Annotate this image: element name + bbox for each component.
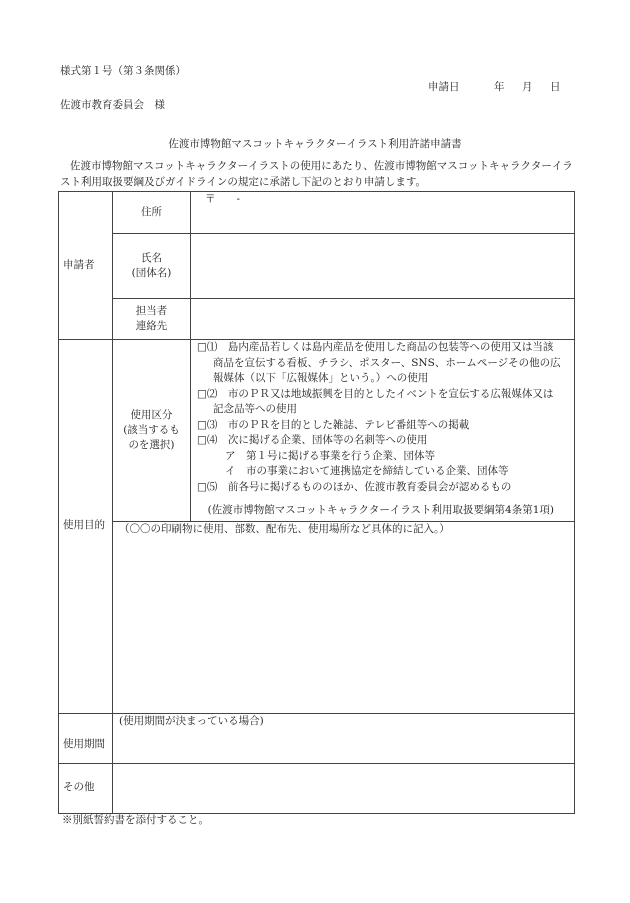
contact-label bbox=[113, 299, 191, 340]
purpose-detail-field[interactable] bbox=[113, 521, 575, 713]
option-4[interactable] bbox=[197, 433, 568, 480]
address-row bbox=[59, 192, 575, 234]
addressee: 佐渡市教育委員会 様 bbox=[60, 99, 165, 111]
name-label bbox=[113, 234, 191, 299]
application-form-table bbox=[58, 191, 575, 814]
usage-category-row bbox=[59, 340, 575, 522]
name-field[interactable] bbox=[191, 234, 575, 299]
category-label-line3: のを選択) bbox=[128, 438, 175, 451]
option-1[interactable] bbox=[197, 340, 568, 387]
name-label-line1: 氏名 bbox=[141, 252, 162, 264]
attachment-note: ※別紙誓約書を添付すること。 bbox=[62, 814, 209, 826]
option-4-sub-a: ア 第１号に掲げる事業を行う企業、団体等 bbox=[225, 449, 435, 462]
contact-row bbox=[59, 299, 575, 340]
period-field[interactable] bbox=[113, 713, 575, 763]
category-label-line1: 使用区分 bbox=[130, 408, 173, 421]
option-4-sub-b: イ 市の事業において連携協定を締結している企業、団体等 bbox=[225, 465, 509, 477]
usage-category-label bbox=[113, 340, 191, 522]
option-1-line1: □⑴ 島内産品若しくは島内産品を使用した商品の包装等への使用又は当該 bbox=[197, 341, 554, 353]
period-label: 使用期間 bbox=[59, 713, 113, 763]
intro-paragraph: 佐渡市博物館マスコットキャラクターイラストの使用にあたり、佐渡市博物館マスコットキャラクターイラスト利用取扱要綱及びガイドラインの規定に承諾し下記のとおり申請します。 bbox=[60, 160, 573, 188]
name-label-line2: (団体名) bbox=[131, 267, 172, 279]
application-date bbox=[428, 80, 561, 96]
purpose-label: 使用目的 bbox=[59, 340, 113, 714]
address-field[interactable] bbox=[191, 192, 575, 234]
other-row bbox=[59, 763, 575, 813]
usage-category-options bbox=[191, 340, 575, 522]
option-2-line2: 記念品等への使用 bbox=[213, 403, 297, 415]
applicant-label: 申請者 bbox=[59, 192, 113, 340]
period-row bbox=[59, 713, 575, 763]
date-year: 年 bbox=[494, 81, 505, 93]
form-reference: 様式第１号（第３条関係） bbox=[60, 65, 186, 77]
option-1-line2: 商品を宣伝する看板、チラシ、ポスター、SNS、ホームページその他の広 bbox=[213, 356, 561, 369]
purpose-detail-row bbox=[59, 521, 575, 713]
option-3[interactable] bbox=[197, 418, 568, 434]
option-5-line1: □⑸ 前各号に掲げるもののほか、佐渡市教育委員会が認めるもの bbox=[197, 480, 512, 493]
option-1-line3: 報媒体（以下「広報媒体」という。）への使用 bbox=[213, 372, 429, 384]
option-2-line1: □⑵ 市のＰＲ又は地域振興を目的としたイベントを宣伝する広報媒体又は bbox=[197, 387, 554, 400]
purpose-detail-hint: （〇〇の印刷物に使用、部数、配布先、使用場所など具体的に記入。） bbox=[119, 522, 450, 535]
address-label: 住所 bbox=[113, 192, 191, 234]
other-field[interactable] bbox=[113, 763, 575, 813]
other-label: その他 bbox=[59, 763, 113, 813]
date-day: 日 bbox=[550, 81, 561, 93]
date-month: 月 bbox=[522, 81, 533, 93]
option-4-line1: □⑷ 次に掲げる企業、団体等の名刺等への使用 bbox=[197, 434, 428, 446]
legal-basis: (佐渡市博物館マスコットキャラクターイラスト利用取扱要綱第4条第1項) bbox=[207, 504, 554, 516]
document-title: 佐渡市博物館マスコットキャラクターイラスト利用許諾申請書 bbox=[168, 138, 462, 150]
period-hint: (使用期間が決まっている場合) bbox=[119, 714, 264, 727]
contact-label-line1: 担当者 bbox=[135, 305, 168, 317]
postal-code-mark: 〒 - bbox=[205, 193, 241, 205]
date-label: 申請日 bbox=[428, 81, 460, 93]
option-5[interactable] bbox=[197, 480, 568, 496]
option-3-line1: □⑶ 市のＰＲを目的とした雑誌、テレビ番組等への掲載 bbox=[197, 418, 470, 431]
name-row bbox=[59, 234, 575, 299]
option-2[interactable] bbox=[197, 387, 568, 418]
contact-label-line2: 連絡先 bbox=[135, 320, 168, 332]
category-label-line2: (該当するも bbox=[123, 423, 180, 436]
contact-field[interactable] bbox=[191, 299, 575, 340]
